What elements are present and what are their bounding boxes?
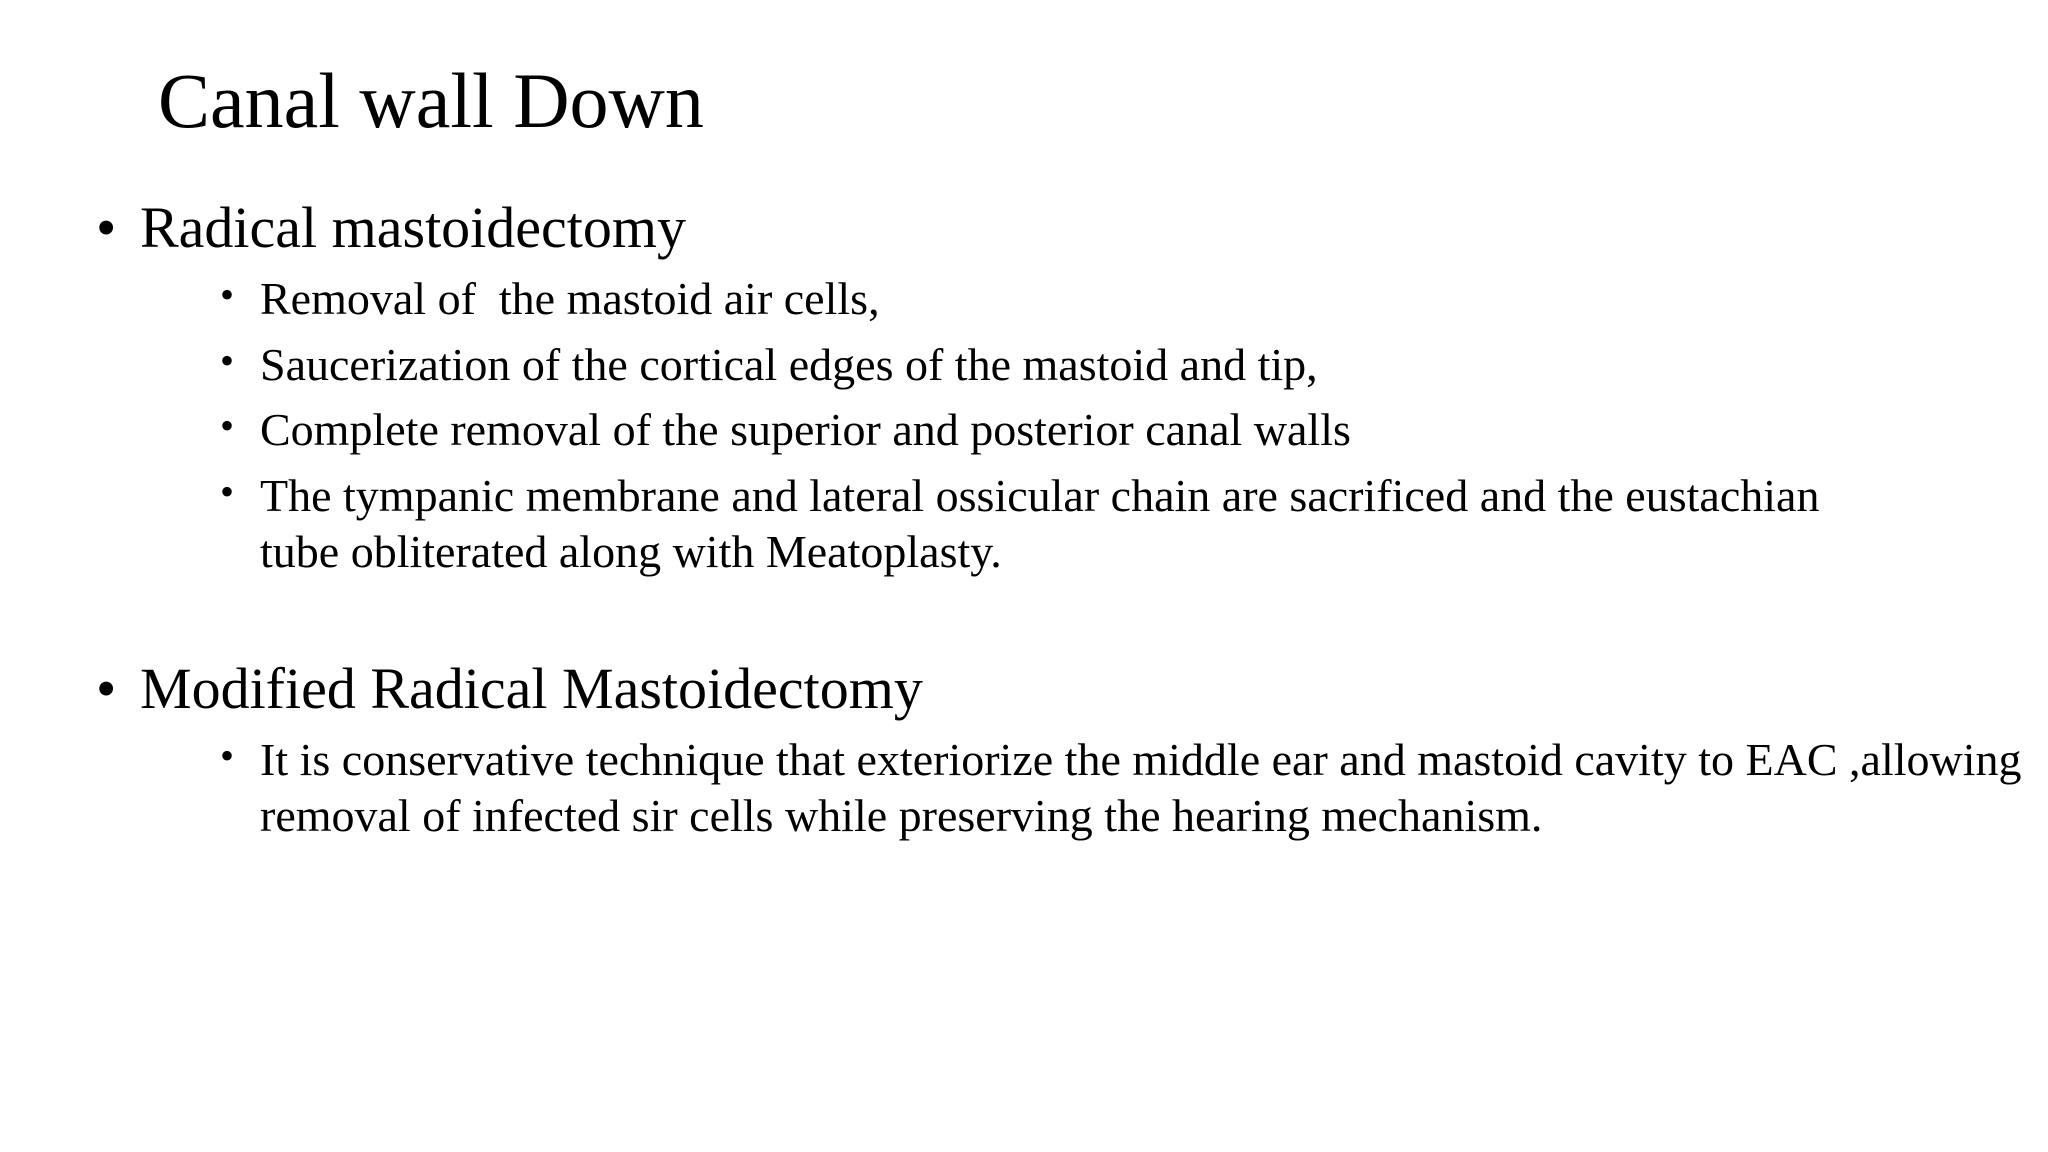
section-heading: Radical mastoidectomy [140,195,687,260]
bullet-dot-icon: • [96,195,117,260]
bullet-list [96,195,2022,844]
list-item-text: Saucerization of the cortical edges of the mastoid and tip, [260,338,1318,390]
sub-bullet-list [140,271,1996,579]
section-radical-mastoidectomy [96,196,1996,579]
slide-content [96,195,2022,854]
bullet-dot-icon: • [220,337,235,383]
section-heading: Modified Radical Mastoidectomy [140,656,923,722]
bullet-dot-icon: • [220,271,235,317]
bullet-dot-icon: • [220,733,235,779]
list-item [140,402,1996,458]
list-item [140,271,1996,327]
slide-title: Canal wall Down [158,57,704,144]
list-item-text: Complete removal of the superior and posterior canal walls [260,404,1351,456]
list-item-text: It is conservative technique that exteriorize the middle ear and mastoid cavity to EAC ,allowing removal of infected sir cells while preserving the hearing mechanism. [260,734,2022,841]
list-item-text: The tympanic membrane and lateral ossicular chain are sacrificed and the eustachian tube obliterated along with Meatoplasty. [260,469,1820,577]
list-item [140,732,2040,843]
bullet-dot-icon: • [220,403,235,449]
bullet-dot-icon: • [96,656,117,722]
list-item-text: Removal of the mastoid air cells, [260,272,880,324]
list-item [140,337,1996,393]
list-item [140,468,1900,579]
bullet-dot-icon: • [220,468,235,514]
sub-bullet-list [140,732,2022,843]
section-modified-radical-mastoidectomy [96,656,2022,843]
